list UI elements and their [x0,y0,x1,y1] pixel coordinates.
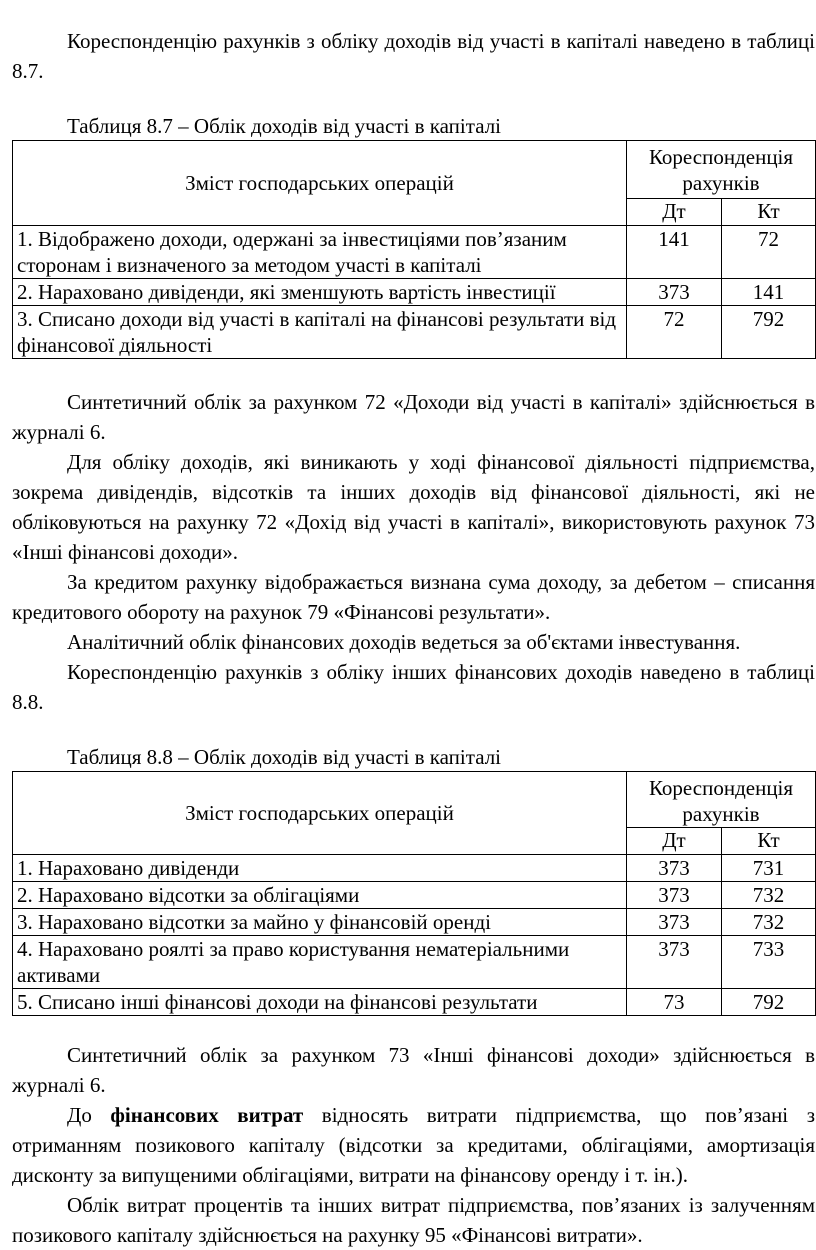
operation-cell: 1. Відображено доходи, одержані за інвестиціями пов’язаним сторонам і визначеного за методом участі в капіталі [13,226,627,279]
header-operations: Зміст господарських операцій [13,772,627,855]
body-paragraph: Аналітичний облік фінансових доходів ведеться за об'єктами інвестування. [67,630,741,654]
header-kt: Кт [722,199,816,226]
kt-cell: 732 [722,882,816,909]
header-operations: Зміст господарських операцій [13,141,627,226]
dt-cell: 373 [627,855,722,882]
para-rest: відносять витрати підприємства, що пов’язані з отриманням позикового капіталу (відсотки за кредитами, облігаціями, амортизація дисконту за випущеними облігаціями, витрати на фінансову оренду і т. ін.). [12,1103,815,1187]
table-8-7-caption: Таблиця 8.7 – Облік доходів від участі в капіталі [67,114,502,138]
table-row [13,279,816,306]
financial-expenses-paragraph [12,1100,815,1190]
header-dt: Дт [627,199,722,226]
operation-cell: 2. Нараховано відсотки за облігаціями [13,882,627,909]
bold-term: фінансових витрат [110,1103,304,1127]
table-8-7 [12,140,816,359]
dt-cell: 373 [627,279,722,306]
table-row [13,855,816,882]
dt-cell: 141 [627,226,722,279]
operation-cell: 3. Списано доходи від участі в капіталі на фінансові результати від фінансової діяльності [13,306,627,359]
kt-cell: 792 [722,989,816,1016]
operation-cell: 5. Списано інші фінансові доходи на фінансові результати [13,989,627,1016]
kt-cell: 792 [722,306,816,359]
dt-cell: 73 [627,989,722,1016]
kt-cell: 733 [722,936,816,989]
operation-cell: 4. Нараховано роялті за право користування нематеріальними активами [13,936,627,989]
operation-cell: 2. Нараховано дивіденди, які зменшують вартість інвестиції [13,279,627,306]
body-paragraph: Синтетичний облік за рахунком 73 «Інші фінансові доходи» здійснюється в журналі 6. [12,1043,815,1097]
dt-cell: 373 [627,909,722,936]
body-paragraph: Кореспонденцію рахунків з обліку інших фінансових доходів наведено в таблиці 8.8. [12,660,815,714]
operation-cell: 1. Нараховано дивіденди [13,855,627,882]
body-paragraph: Облік витрат процентів та інших витрат підприємства, пов’язаних із залученням позикового капіталу здійснюється на рахунку 95 «Фінансові витрати». [12,1193,815,1247]
dt-cell: 373 [627,882,722,909]
dt-cell: 72 [627,306,722,359]
table-row [13,989,816,1016]
operation-cell: 3. Нараховано відсотки за майно у фінансовій оренді [13,909,627,936]
table-8-8 [12,771,816,1016]
header-kt: Кт [722,828,816,855]
kt-cell: 141 [722,279,816,306]
table-row [13,936,816,989]
dt-cell: 373 [627,936,722,989]
table-8-8-caption: Таблиця 8.8 – Облік доходів від участі в капіталі [67,745,502,769]
header-correspondence: Кореспонденція рахунків [627,772,816,828]
table-row [13,226,816,279]
document-page [12,26,815,1250]
table-row [13,882,816,909]
body-paragraph: Синтетичний облік за рахунком 72 «Доходи від участі в капіталі» здійснюється в журналі 6. [12,390,815,444]
header-dt: Дт [627,828,722,855]
kt-cell: 732 [722,909,816,936]
intro-paragraph: Кореспонденцію рахунків з обліку доходів від участі в капіталі наведено в таблиці 8.7. [12,29,815,83]
body-paragraph: Для обліку доходів, які виникають у ході фінансової діяльності підприємства, зокрема дивідендів, відсотків та інших доходів від фінансової діяльності, які не обліковуються на рахунку 72 «Дохід від участі в капіталі», використовують рахунок 73 «Інші фінансові доходи». [12,450,815,564]
body-paragraph: За кредитом рахунку відображається визнана сума доходу, за дебетом – списання кредитового обороту на рахунок 79 «Фінансові результати». [12,570,815,624]
para-lead: До [67,1103,111,1127]
table-row [13,306,816,359]
table-row [13,909,816,936]
kt-cell: 731 [722,855,816,882]
header-correspondence: Кореспонденція рахунків [627,141,816,199]
kt-cell: 72 [722,226,816,279]
